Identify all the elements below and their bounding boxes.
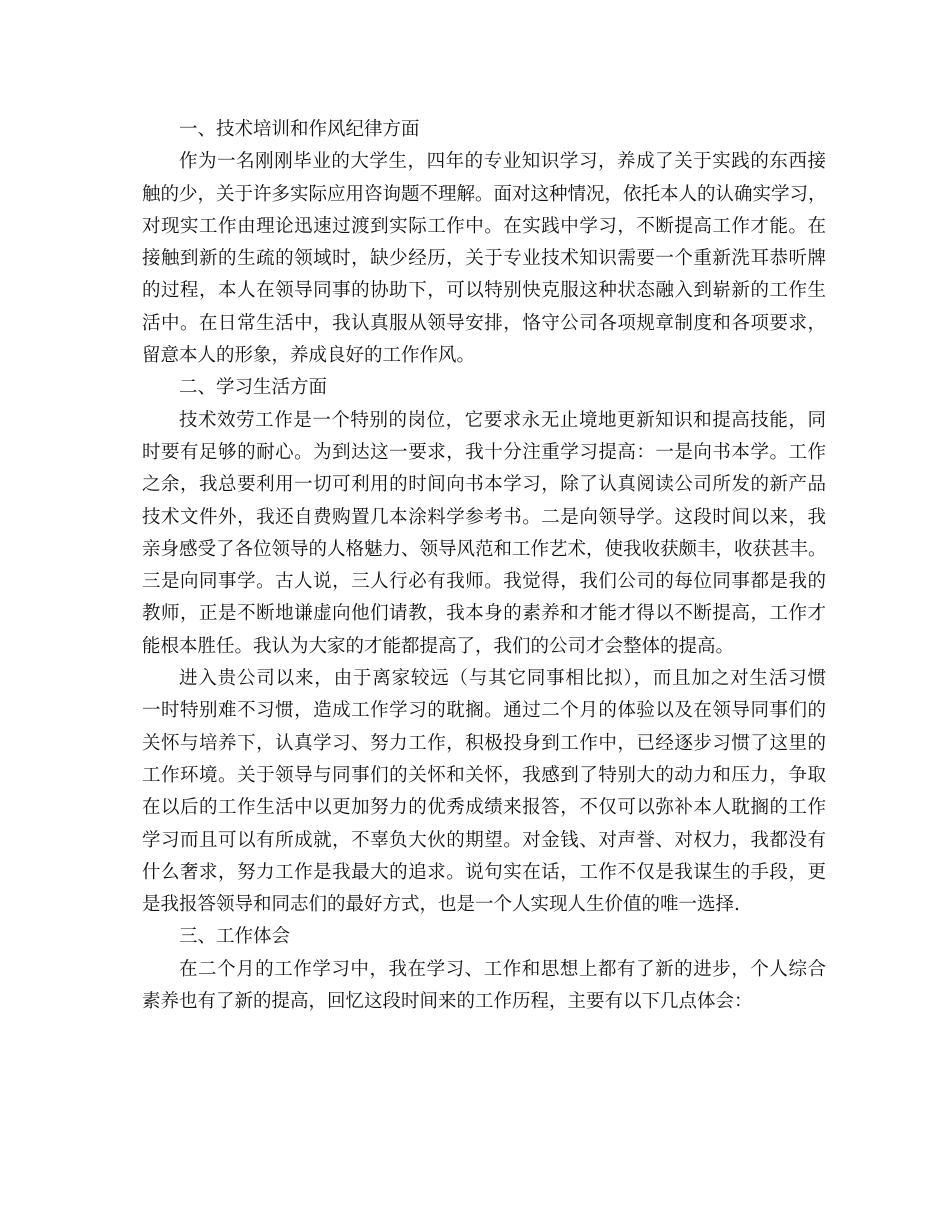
text-line: 能根本胜任。我认为大家的才能都提高了，我们的公司才会整体的提高。 xyxy=(142,635,735,657)
paragraph xyxy=(142,146,826,372)
section-heading: 二、学习生活方面 xyxy=(179,377,328,399)
document-body xyxy=(142,114,826,1018)
text-line: 作为一名刚刚毕业的大学生，四年的专业知识学习，养成了关于实践的东西接 xyxy=(179,151,826,173)
text-line: 一时特别难不习惯，造成工作学习的耽搁。通过二个月的体验以及在领导同事们的 xyxy=(142,700,826,722)
text-line: 素养也有了新的提高，回忆这段时间来的工作历程，主要有以下几点体会： xyxy=(142,991,753,1013)
text-line: 进入贵公司以来，由于离家较远（与其它同事相比拟），而且加之对生活习惯 xyxy=(179,668,826,690)
text-line: 三是向同事学。古人说，三人行必有我师。我觉得，我们公司的每位同事都是我的 xyxy=(142,571,826,593)
paragraph xyxy=(142,405,826,663)
text-line: 触的少，关于许多实际应用咨询题不理解。面对这种情况，依托本人的认确实学习， xyxy=(142,183,827,205)
text-line: 教师，正是不断地谦虚向他们请教，我本身的素养和才能才得以不断提高，工作才 xyxy=(142,603,826,625)
text-line: 工作环境。关于领导与同事们的关怀和关怀，我感到了特别大的动力和压力，争取 xyxy=(142,764,826,786)
text-line: 的过程，本人在领导同事的协助下，可以特别快克服这种状态融入到崭新的工作生 xyxy=(142,280,826,302)
text-line: 亲身感受了各位领导的人格魅力、领导风范和工作艺术，使我收获颇丰，收获甚丰。 xyxy=(142,538,827,560)
section-heading: 一、技术培训和作风纪律方面 xyxy=(179,119,420,140)
text-line: 在二个月的工作学习中，我在学习、工作和思想上都有了新的进步，个人综合 xyxy=(179,958,826,980)
text-line: 学习而且可以有所成就，不辜负大伙的期望。对金钱、对声誉、对权力，我都没有 xyxy=(142,829,826,851)
paragraph xyxy=(142,663,826,921)
paragraph xyxy=(142,954,826,1019)
text-line: 是我报答领导和同志们的最好方式，也是一个人实现人生价值的唯一选择. xyxy=(142,894,740,916)
text-line: 什么奢求，努力工作是我最大的追求。说句实在话，工作不仅是我谋生的手段，更 xyxy=(142,861,826,883)
section-heading: 三、工作体会 xyxy=(179,926,291,948)
text-line: 留意本人的形象，养成良好的工作作风。 xyxy=(142,345,476,367)
text-line: 关怀与培养下，认真学习、努力工作，积极投身到工作中，已经逐步习惯了这里的 xyxy=(142,732,826,754)
text-line: 时要有足够的耐心。为到达这一要求，我十分注重学习提高：一是向书本学。工作 xyxy=(142,441,826,463)
text-line: 接触到新的生疏的领域时，缺少经历，关于专业技术知识需要一个重新洗耳恭听牌 xyxy=(142,248,826,270)
text-line: 之余，我总要利用一切可利用的时间向书本学习，除了认真阅读公司所发的新产品 xyxy=(142,474,826,496)
text-line: 技术效劳工作是一个特别的岗位，它要求永无止境地更新知识和提高技能，同 xyxy=(179,409,826,431)
text-line: 在以后的工作生活中以更加努力的优秀成绩来报答，不仅可以弥补本人耽搁的工作 xyxy=(142,797,826,819)
text-line: 技术文件外，我还自费购置几本涂料学参考书。二是向领导学。这段时间以来，我 xyxy=(142,506,826,528)
text-line: 活中。在日常生活中，我认真服从领导安排，恪守公司各项规章制度和各项要求， xyxy=(142,312,826,334)
text-line: 对现实工作由理论迅速过渡到实际工作中。在实践中学习，不断提高工作才能。在 xyxy=(142,215,826,237)
